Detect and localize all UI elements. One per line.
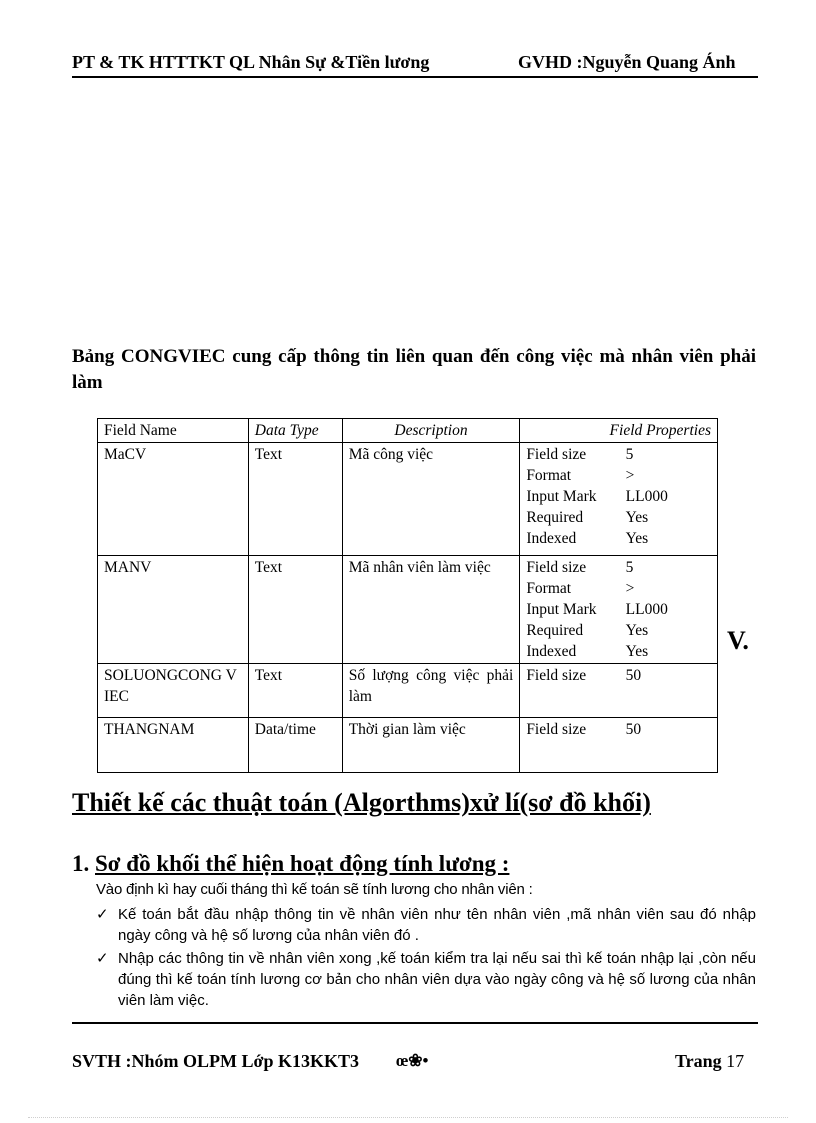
property-name: Indexed — [526, 643, 577, 660]
property-name: Field size — [526, 446, 587, 463]
page-number-value: 17 — [726, 1051, 745, 1071]
property-value: 50 — [625, 667, 642, 684]
description-cell: Thời gian làm việc — [342, 718, 520, 773]
property-values-cell — [620, 718, 718, 773]
description-cell: Mã công việc — [342, 443, 520, 556]
bullet-list — [96, 904, 756, 1013]
property-value: 50 — [625, 721, 642, 738]
data-type-cell: Text — [248, 443, 342, 556]
field-name-cell: MaCV — [98, 443, 249, 556]
property-value: LL000 — [625, 601, 668, 618]
list-item — [96, 948, 756, 1011]
intro-paragraph: Bảng CONGVIEC cung cấp thông tin liên quan đến công việc mà nhân viên phải làm — [72, 346, 756, 393]
checkmark-icon: ✓ — [96, 906, 109, 923]
field-name-cell: SOLUONGCONG VIEC — [98, 664, 249, 718]
property-values-cell — [620, 664, 718, 718]
header-data-type: Data Type — [248, 419, 342, 443]
table-row — [98, 443, 718, 556]
description-cell: Mã nhân viên làm việc — [342, 556, 520, 664]
property-value: Yes — [625, 509, 649, 526]
property-names-cell — [520, 718, 620, 773]
page-number — [675, 1051, 744, 1072]
section-title: Thiết kế các thuật toán (Algorthms)xử lí(sơ đồ khối) — [72, 788, 651, 817]
property-value: Yes — [625, 530, 649, 547]
property-names-cell — [520, 443, 620, 556]
data-type-cell: Text — [248, 556, 342, 664]
data-type-cell: Text — [248, 664, 342, 718]
property-name: Indexed — [526, 530, 577, 547]
header-field-properties: Field Properties — [520, 419, 718, 443]
table-header-row — [98, 419, 718, 443]
page-label: Trang — [675, 1051, 722, 1071]
property-value: Yes — [625, 643, 649, 660]
footer-rule — [72, 1022, 758, 1024]
property-value: LL000 — [625, 488, 668, 505]
list-item — [96, 904, 756, 946]
property-name: Input Mark — [526, 601, 597, 618]
property-names-cell — [520, 556, 620, 664]
section-number: V. — [727, 626, 749, 655]
field-name-cell: THANGNAM — [98, 718, 249, 773]
property-values-cell — [620, 556, 718, 664]
header-advisor: GVHD :Nguyễn Quang Ánh — [518, 52, 736, 72]
header-title: PT & TK HTTTKT QL Nhân Sự &Tiền lương — [72, 52, 430, 72]
subsection-title: Sơ đồ khối thể hiện hoạt động tính lương : — [95, 851, 510, 876]
property-name: Field size — [526, 667, 587, 684]
property-value: Yes — [625, 622, 649, 639]
table-row — [98, 664, 718, 718]
property-value: > — [625, 580, 635, 597]
property-value: 5 — [625, 446, 634, 463]
property-name: Field size — [526, 559, 587, 576]
property-name: Field size — [526, 721, 587, 738]
body-intro: Vào định kì hay cuối tháng thì kế toán sẽ tính lương cho nhân viên : — [96, 881, 533, 898]
footer-group: SVTH :Nhóm OLPM Lớp K13KKT3 — [72, 1051, 359, 1071]
list-item-text: Nhập các thông tin về nhân viên xong ,kế toán kiểm tra lại nếu sai thì kế toán nhập lại ,còn nếu đúng thì kế toán tính lương cơ bản cho nhân viên dựa vào ngày công và hệ số lương của nhân viên làm việc. — [118, 950, 756, 1009]
property-name: Required — [526, 622, 584, 639]
field-name-cell: MANV — [98, 556, 249, 664]
subsection-heading — [72, 851, 509, 877]
header-field-name: Field Name — [98, 419, 249, 443]
property-value: > — [625, 467, 635, 484]
subsection-number: 1. — [72, 851, 90, 876]
checkmark-icon: ✓ — [96, 950, 109, 967]
table-row — [98, 718, 718, 773]
description-cell: Số lượng công việc phải làm — [342, 664, 520, 718]
header-rule — [72, 76, 758, 78]
property-name: Required — [526, 509, 584, 526]
list-item-text: Kế toán bắt đầu nhập thông tin về nhân viên như tên nhân viên ,mã nhân viên sau đó nhập ngày công và hệ số lương của nhân viên đó . — [118, 906, 756, 944]
property-name: Format — [526, 580, 572, 597]
property-name: Input Mark — [526, 488, 597, 505]
property-name: Format — [526, 467, 572, 484]
field-table — [97, 418, 718, 773]
table-row — [98, 556, 718, 664]
property-value: 5 — [625, 559, 634, 576]
property-names-cell — [520, 664, 620, 718]
property-values-cell — [620, 443, 718, 556]
data-type-cell: Data/time — [248, 718, 342, 773]
ornament-icon: œ❀• — [396, 1051, 429, 1070]
page-edge-divider — [28, 1117, 788, 1118]
header-description: Description — [342, 419, 520, 443]
